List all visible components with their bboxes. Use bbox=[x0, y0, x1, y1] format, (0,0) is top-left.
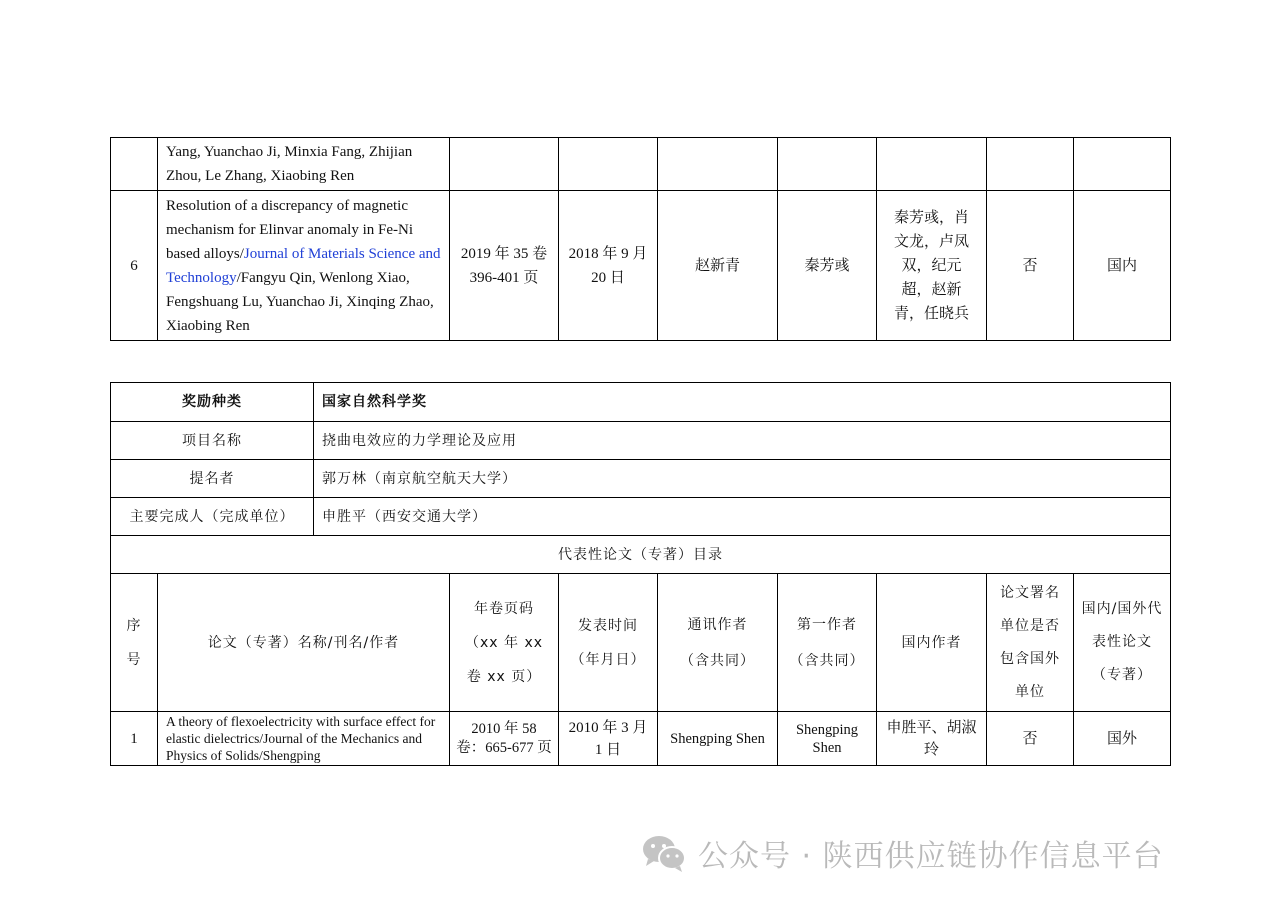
corresponding-author: 赵新青 bbox=[658, 191, 778, 341]
nominator-value: 郭万林（南京航空航天大学） bbox=[314, 460, 1171, 498]
row-number: 6 bbox=[111, 191, 158, 341]
first-author: 秦芳彧 bbox=[778, 191, 877, 341]
table-row bbox=[111, 536, 1171, 574]
award-value: 国家自然科学奖 bbox=[314, 383, 1171, 422]
table-row bbox=[111, 138, 1171, 191]
project-label: 项目名称 bbox=[111, 422, 314, 460]
section-title: 代表性论文（专著）目录 bbox=[111, 536, 1171, 574]
paper-title: Resolution of a discrepancy of magnetic mechanism for Elinvar anomaly in Fe-Ni based alloys/ bbox=[166, 197, 414, 262]
domestic-authors: 申胜平、胡淑玲 bbox=[877, 712, 987, 766]
nominator-label: 提名者 bbox=[111, 460, 314, 498]
corresponding-author: Shengping Shen bbox=[658, 712, 778, 766]
paper-citation: A theory of flexoelectricity with surface effect for elastic dielectrics/Journal of the Mechanics and Physics of Solids/Shengping bbox=[158, 712, 450, 766]
project-value: 挠曲电效应的力学理论及应用 bbox=[314, 422, 1171, 460]
table-row bbox=[111, 498, 1171, 536]
volume-pages: 2010 年 58 卷：665-677 页 bbox=[450, 712, 559, 766]
person-value: 申胜平（西安交通大学） bbox=[314, 498, 1171, 536]
watermark bbox=[640, 828, 1240, 878]
publish-date: 2018 年 9 月 20 日 bbox=[559, 191, 658, 341]
table-row bbox=[111, 712, 1171, 766]
header-volume: 年卷页码 （xx 年 xx 卷 xx 页） bbox=[450, 574, 559, 712]
domestic-authors: 秦芳彧，肖文龙，卢凤双，纪元超，赵新青，任晓兵 bbox=[877, 191, 987, 341]
paper-type: 国内 bbox=[1074, 191, 1171, 341]
table-row bbox=[111, 460, 1171, 498]
wechat-icon bbox=[640, 833, 688, 873]
paper-table-continued bbox=[110, 137, 1171, 341]
header-date: 发表时间 （年月日） bbox=[559, 574, 658, 712]
foreign-unit: 否 bbox=[987, 712, 1074, 766]
award-table bbox=[110, 382, 1171, 766]
paper-authors: /Fangyu Qin, Wenlong Xiao, Fengshuang Lu, Yuanchao Ji, Xinqing Zhao, Xiaobing Ren bbox=[166, 269, 434, 334]
header-type: 国内/国外代表性论文（专著） bbox=[1074, 574, 1171, 712]
header-corresponding: 通讯作者 （含共同） bbox=[658, 574, 778, 712]
header-row bbox=[111, 574, 1171, 712]
volume-pages: 2019 年 35 卷 396-401 页 bbox=[450, 191, 559, 341]
table-row bbox=[111, 383, 1171, 422]
header-no: 序号 bbox=[111, 574, 158, 712]
table-row bbox=[111, 191, 1171, 341]
table-row bbox=[111, 422, 1171, 460]
header-domestic: 国内作者 bbox=[877, 574, 987, 712]
header-foreign: 论文署名单位是否包含国外单位 bbox=[987, 574, 1074, 712]
journal-name: Journal of Materials Science and Technology bbox=[166, 245, 441, 286]
paper-type: 国外 bbox=[1074, 712, 1171, 766]
header-first-author: 第一作者 （含共同） bbox=[778, 574, 877, 712]
paper-citation bbox=[158, 191, 450, 341]
row-number: 1 bbox=[111, 712, 158, 766]
award-label: 奖励种类 bbox=[111, 383, 314, 422]
person-label: 主要完成人（完成单位） bbox=[111, 498, 314, 536]
foreign-unit: 否 bbox=[987, 191, 1074, 341]
publish-date: 2010 年 3 月 1 日 bbox=[559, 712, 658, 766]
header-paper: 论文（专著）名称/刊名/作者 bbox=[158, 574, 450, 712]
paper-authors-cont: Yang, Yuanchao Ji, Minxia Fang, Zhijian Zhou, Le Zhang, Xiaobing Ren bbox=[158, 138, 450, 191]
watermark-text: 公众号 · 陕西供应链协作信息平台 bbox=[698, 839, 1164, 874]
first-author: Shengping Shen bbox=[778, 712, 877, 766]
